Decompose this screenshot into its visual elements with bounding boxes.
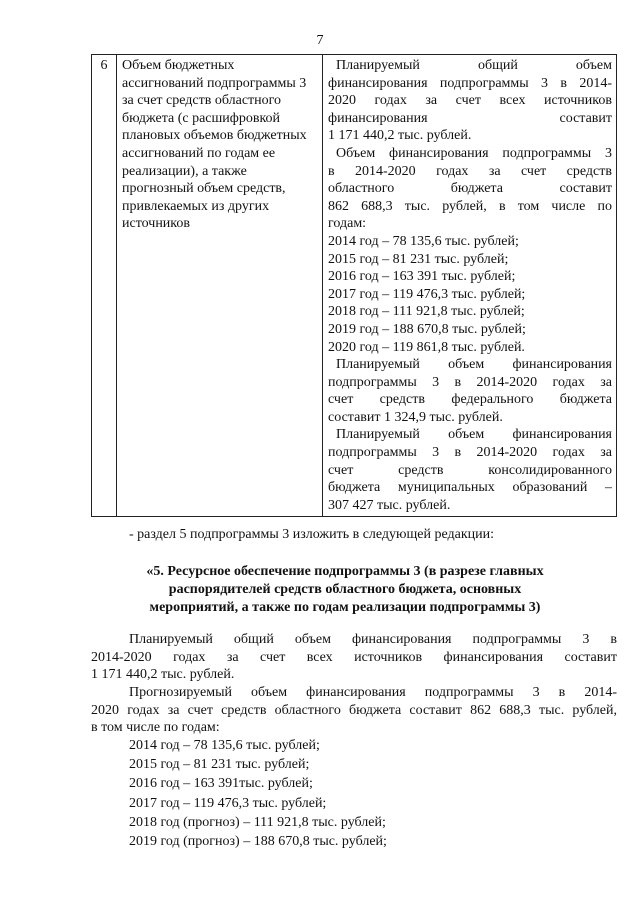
row-content (323, 55, 617, 517)
content-paragraph-4 (328, 426, 612, 514)
text-line: счет средств федерального бюджета (328, 392, 612, 408)
body-paragraph-2 (91, 684, 617, 737)
text-line: финансирования составит (328, 110, 612, 126)
text-line: областного бюджета составит (328, 181, 612, 197)
section-title (110, 563, 580, 617)
body-paragraph-1 (91, 631, 617, 684)
row-label: Объем бюджетных ассигнований подпрограммы 3 за счет средств областного бюджета (с расшифровкой плановых объемов бюджетных ассигнований по годам ее реализации), а также прогнозный объем средств, привлекаемых из других источников (117, 55, 323, 517)
text-line: Планируемый общий объем финансирования подпрограммы 3 в (129, 632, 617, 647)
year-line: 2016 год – 163 391тыс. рублей; (129, 776, 313, 792)
text-line: бюджета муниципальных образований – (328, 480, 612, 496)
year-line: 2015 год – 81 231 тыс. рублей; (328, 251, 509, 267)
year-line: 2014 год – 78 135,6 тыс. рублей; (328, 233, 519, 249)
program-info-table (91, 54, 617, 517)
instruction-text: - раздел 5 подпрограммы 3 изложить в следующей редакции: (129, 527, 495, 542)
year-line: 2017 год – 119 476,3 тыс. рублей; (328, 286, 526, 302)
text-line: Объем финансирования подпрограммы 3 (336, 145, 612, 161)
table-row (92, 55, 617, 517)
text-line: 307 427 тыс. рублей. (328, 497, 451, 513)
title-line: мероприятий, а также по годам реализации подпрограммы 3) (149, 600, 541, 615)
text-line: подпрограммы 3 в 2014-2020 годах за (328, 445, 612, 461)
text-line: счет средств консолидированного (328, 462, 612, 478)
year-line: 2019 год – 188 670,8 тыс. рублей; (328, 321, 526, 337)
year-line: 2018 год (прогноз) – 111 921,8 тыс. рублей; (129, 814, 386, 830)
text-line: 2020 годах за счет всех источников (328, 93, 612, 109)
year-line: 2019 год (прогноз) – 188 670,8 тыс. рублей; (129, 834, 387, 850)
year-line: 2020 год – 119 861,8 тыс. рублей. (328, 339, 525, 355)
text-line: 2014-2020 годах за счет всех источников финансирования составит (91, 649, 617, 665)
text-line: Прогнозируемый объем финансирования подпрограммы 3 в 2014- (129, 685, 617, 700)
content-paragraph-3 (328, 356, 612, 426)
text-line: Планируемый объем финансирования (336, 427, 612, 443)
title-line: «5. Ресурсное обеспечение подпрограммы 3 (в разрезе главных (146, 564, 544, 579)
text-line: в том числе по годам: (91, 720, 220, 736)
text-line: 2020 годах за счет средств областного бюджета составит 862 688,3 тыс. рублей, (91, 702, 617, 718)
title-line: распорядителей средств областного бюджета, основных (168, 582, 522, 597)
year-line: 2016 год – 163 391 тыс. рублей; (328, 269, 516, 285)
content-years (328, 233, 612, 356)
year-line: 2015 год – 81 231 тыс. рублей; (129, 757, 310, 773)
text-line: Планируемый общий объем (336, 58, 612, 73)
text-line: 862 688,3 тыс. рублей, в том числе по (328, 198, 612, 214)
text-line: финансирования подпрограммы 3 в 2014- (328, 75, 612, 91)
content-paragraph-2 (328, 145, 612, 233)
text-line: составит 1 324,9 тыс. рублей. (328, 409, 503, 425)
text-line: в 2014-2020 годах за счет средств (328, 163, 612, 179)
text-line: 1 171 440,2 тыс. рублей. (328, 128, 472, 144)
year-line: 2014 год – 78 135,6 тыс. рублей; (129, 738, 320, 753)
body-years-list (129, 736, 387, 851)
text-line: 1 171 440,2 тыс. рублей. (91, 667, 235, 683)
content-paragraph-1 (328, 57, 612, 145)
text-line: подпрограммы 3 в 2014-2020 годах за (328, 374, 612, 390)
text-line: Планируемый объем финансирования (336, 357, 612, 373)
text-line: годам: (328, 216, 367, 232)
year-line: 2018 год – 111 921,8 тыс. рублей; (328, 304, 525, 320)
row-number: 6 (92, 55, 117, 517)
page-number: 7 (316, 33, 324, 48)
year-line: 2017 год – 119 476,3 тыс. рублей; (129, 795, 327, 811)
